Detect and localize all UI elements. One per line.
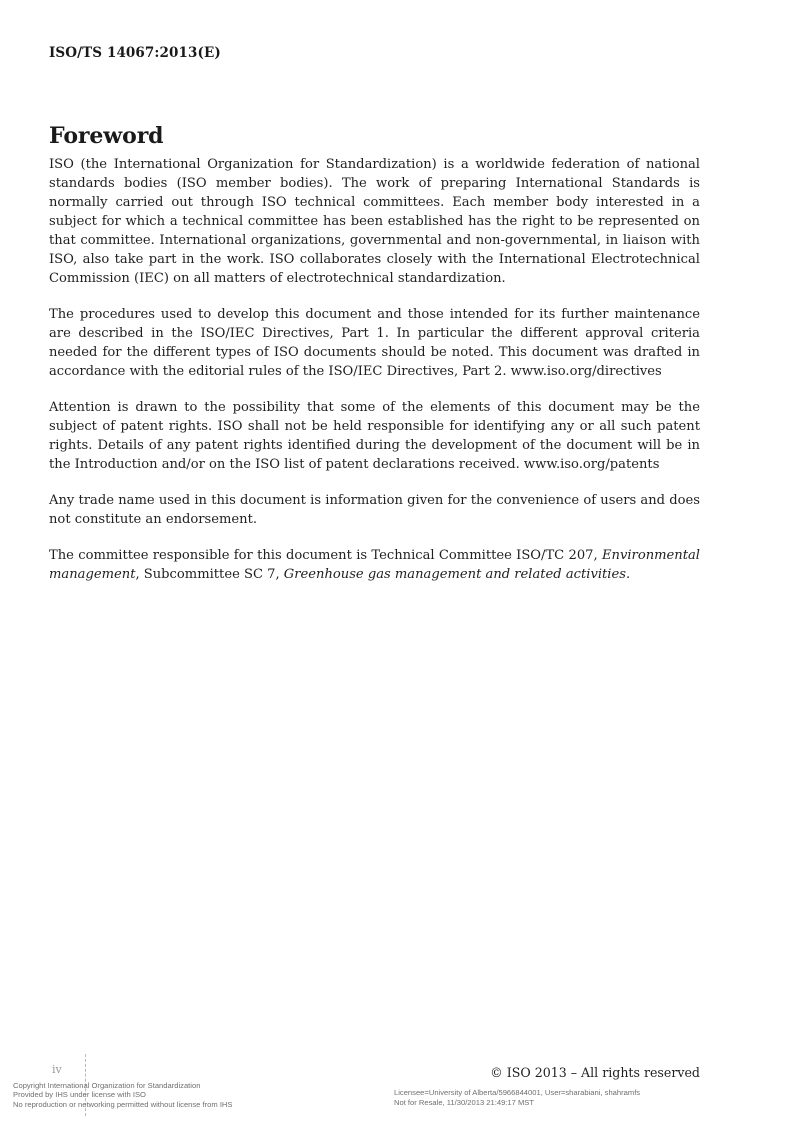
committee-text-part-3: . xyxy=(625,567,631,582)
watermark-left-line-1: Copyright International Organization for Standardization xyxy=(13,1080,201,1090)
committee-italic-environmental-management: Environmental management xyxy=(49,548,700,582)
paragraph-procedures: The procedures used to develop this document and those intended for its further maintenance are described in the ISO/IEC Directives, Part 1. In particular the different approval criteria needed for the different types of ISO documents should be noted. This document was drafted in accordance with the editorial rules of the ISO/IEC Directives, Part 2. www.iso.org/directives xyxy=(49,307,700,379)
paragraph-committee xyxy=(49,546,700,584)
paragraph-patent-rights: Attention is drawn to the possibility that some of the elements of this document may be the subject of patent rights. ISO shall not be held responsible for identifying any or all such patent rights. Details of any patent rights identified during the development of the document will be in the Introduction and/or on the ISO list of patent declarations received. www.iso.org/patents xyxy=(49,400,700,472)
document-header-reference: ISO/TS 14067:2013(E) xyxy=(49,45,221,61)
committee-italic-greenhouse-gas: Greenhouse gas management and related activities xyxy=(283,567,626,582)
page-number: iv xyxy=(52,1063,62,1076)
paragraph-iso-description: ISO (the International Organization for Standardization) is a worldwide federation of national standards bodies (ISO member bodies). The work of preparing International Standards is normally carried out through ISO technical committees. Each member body interested in a subject for which a technical committee has been established has the right to be represented on that committee. International organizations, governmental and non-governmental, in liaison with ISO, also take part in the work. ISO collaborates closely with the International Electrotechnical Commission (IEC) on all matters of electrotechnical standardization. xyxy=(49,157,700,286)
committee-text-part-2: , Subcommittee SC 7, xyxy=(135,567,284,582)
watermark-left-line-2: Provided by IHS under license with ISO xyxy=(13,1090,146,1100)
watermark-licensee-block xyxy=(394,1088,640,1107)
paragraph-trade-name: Any trade name used in this document is information given for the convenience of users and does not constitute an endorsement. xyxy=(49,493,700,527)
page-title: Foreword xyxy=(49,122,164,149)
watermark-left-line-3: No reproduction or networking permitted without license from IHS xyxy=(13,1099,233,1109)
body-text-column xyxy=(49,155,700,584)
watermark-right-line-2: Not for Resale, 11/30/2013 21:49:17 MST xyxy=(394,1097,535,1107)
copyright-notice: © ISO 2013 – All rights reserved xyxy=(490,1065,700,1080)
watermark-copyright-block xyxy=(13,1081,232,1109)
watermark-right-line-1: Licensee=University of Alberta/5966844001, User=sharabiani, shahramfs xyxy=(394,1088,641,1098)
committee-text-part-1: The committee responsible for this document is Technical Committee ISO/TC 207, xyxy=(49,548,602,563)
